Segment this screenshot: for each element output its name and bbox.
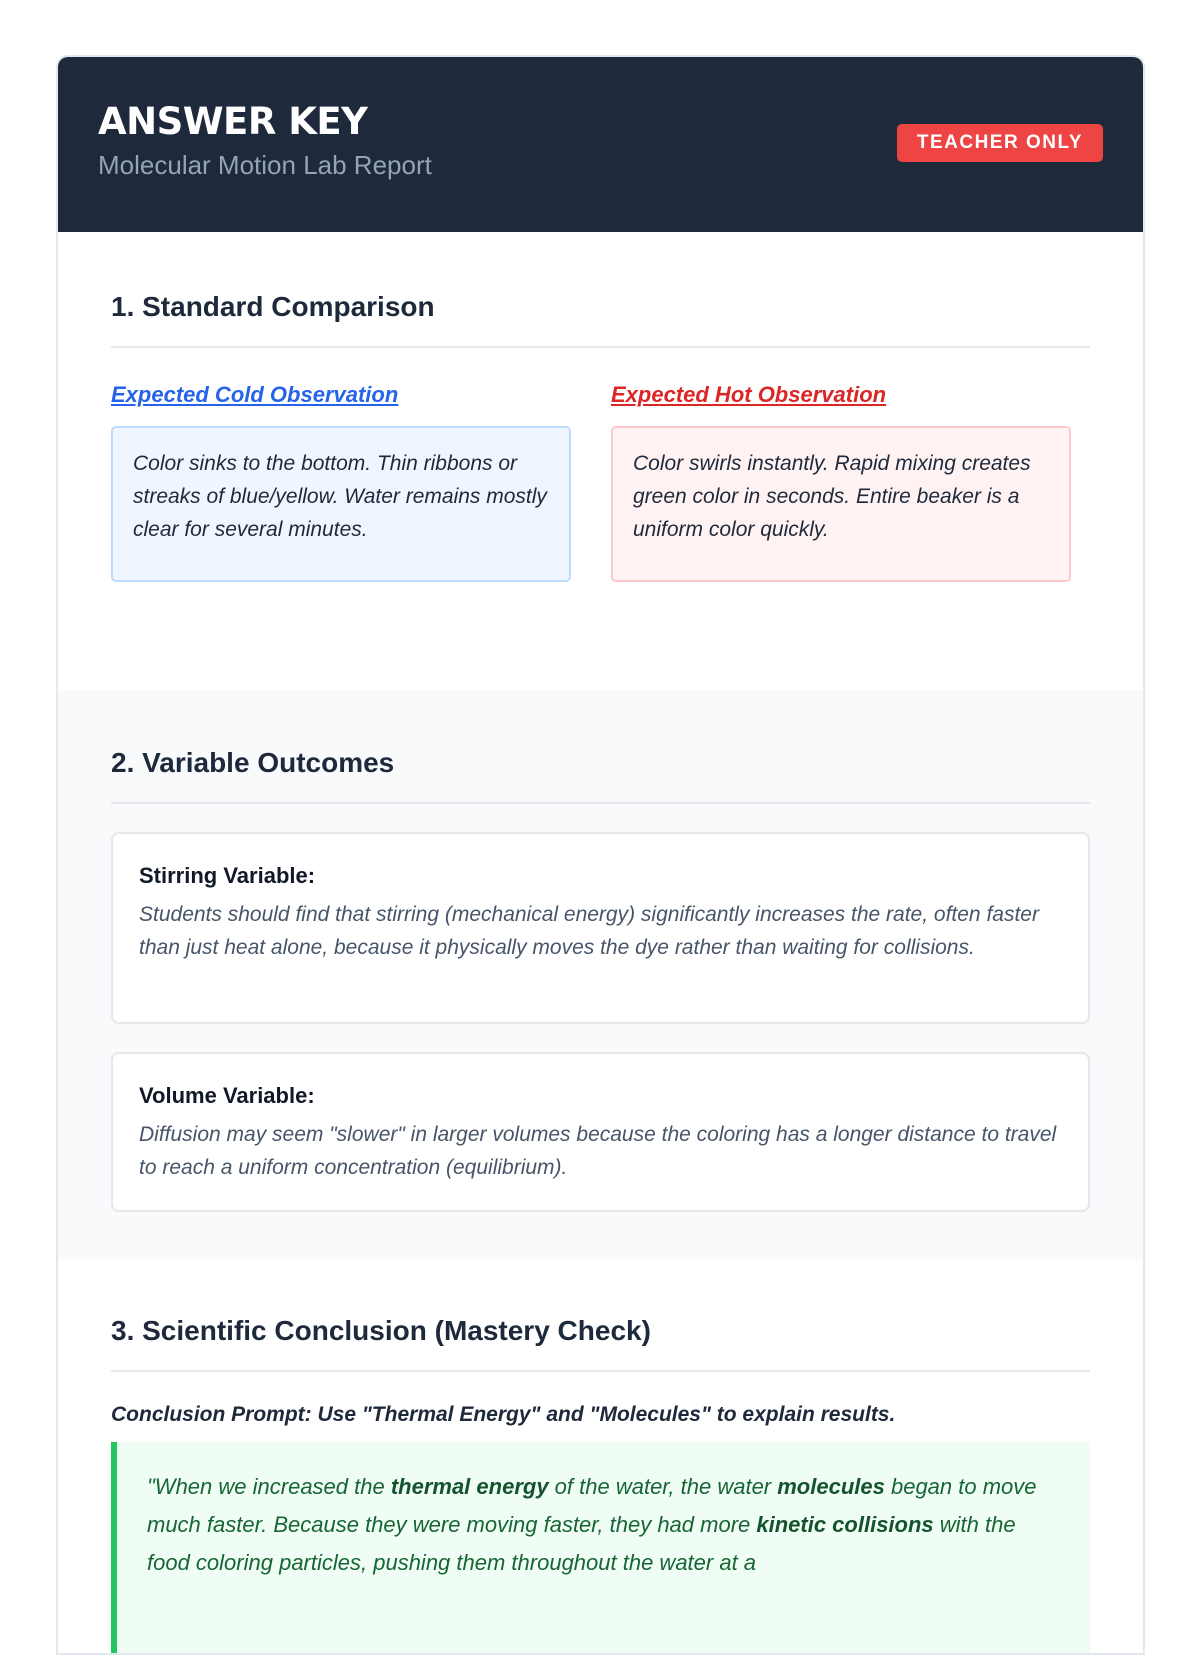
conclusion-prompt: Conclusion Prompt: Use "Thermal Energy" and "Molecules" to explain results. (111, 1403, 896, 1426)
comparison-columns (111, 380, 1090, 582)
section-title: 2. Variable Outcomes (111, 746, 1090, 804)
volume-variable-label: Volume Variable: (139, 1083, 315, 1108)
variable-outcomes-section (58, 690, 1143, 1260)
cold-column (111, 380, 571, 582)
stirring-variable-text: Students should find that stirring (mechanical energy) significantly increases the rate, often faster than just heat alone, because it physically moves the dye rather than waiting for collisions. (139, 903, 1039, 959)
keyword-kinetic-collisions: kinetic collisions (756, 1512, 934, 1537)
answer-text: began to move much faster. Because they were moving faster, they had more (147, 1474, 1037, 1537)
conclusion-answer (111, 1442, 1090, 1655)
stirring-variable-label: Stirring Variable: (139, 863, 316, 888)
page-subtitle: Molecular Motion Lab Report (98, 150, 432, 180)
section-title: 1. Standard Comparison (111, 290, 1090, 348)
answer-text: "When we increased the (147, 1474, 391, 1499)
keyword-thermal-energy: thermal energy (390, 1474, 549, 1499)
page-title: ANSWER KEY (98, 100, 368, 143)
standard-comparison-section (58, 232, 1143, 690)
cold-observation-box: Color sinks to the bottom. Thin ribbons or streaks of blue/yellow. Water remains mostly clear for several minutes. (111, 426, 571, 582)
answer-text: with the food coloring particles, pushing them throughout the water at a (147, 1512, 1016, 1575)
stirring-variable-card (111, 832, 1090, 1024)
answer-text: of the water, the water (548, 1474, 778, 1499)
scientific-conclusion-section (58, 1260, 1143, 1655)
answer-key-card (56, 55, 1145, 1655)
cold-observation-title: Expected Cold Observation (111, 382, 399, 407)
volume-variable-card (111, 1052, 1090, 1212)
hot-column (611, 380, 1071, 582)
keyword-molecules: molecules (777, 1474, 885, 1499)
volume-variable-text: Diffusion may seem "slower" in larger volumes because the coloring has a longer distance to travel to reach a uniform concentration (equilibrium). (139, 1123, 1057, 1179)
section-title: 3. Scientific Conclusion (Mastery Check) (111, 1314, 1090, 1372)
hot-observation-box: Color swirls instantly. Rapid mixing creates green color in seconds. Entire beaker is a uniform color quickly. (611, 426, 1071, 582)
header (58, 57, 1143, 232)
hot-observation-title: Expected Hot Observation (611, 382, 887, 407)
teacher-only-badge: TEACHER ONLY (897, 124, 1103, 162)
